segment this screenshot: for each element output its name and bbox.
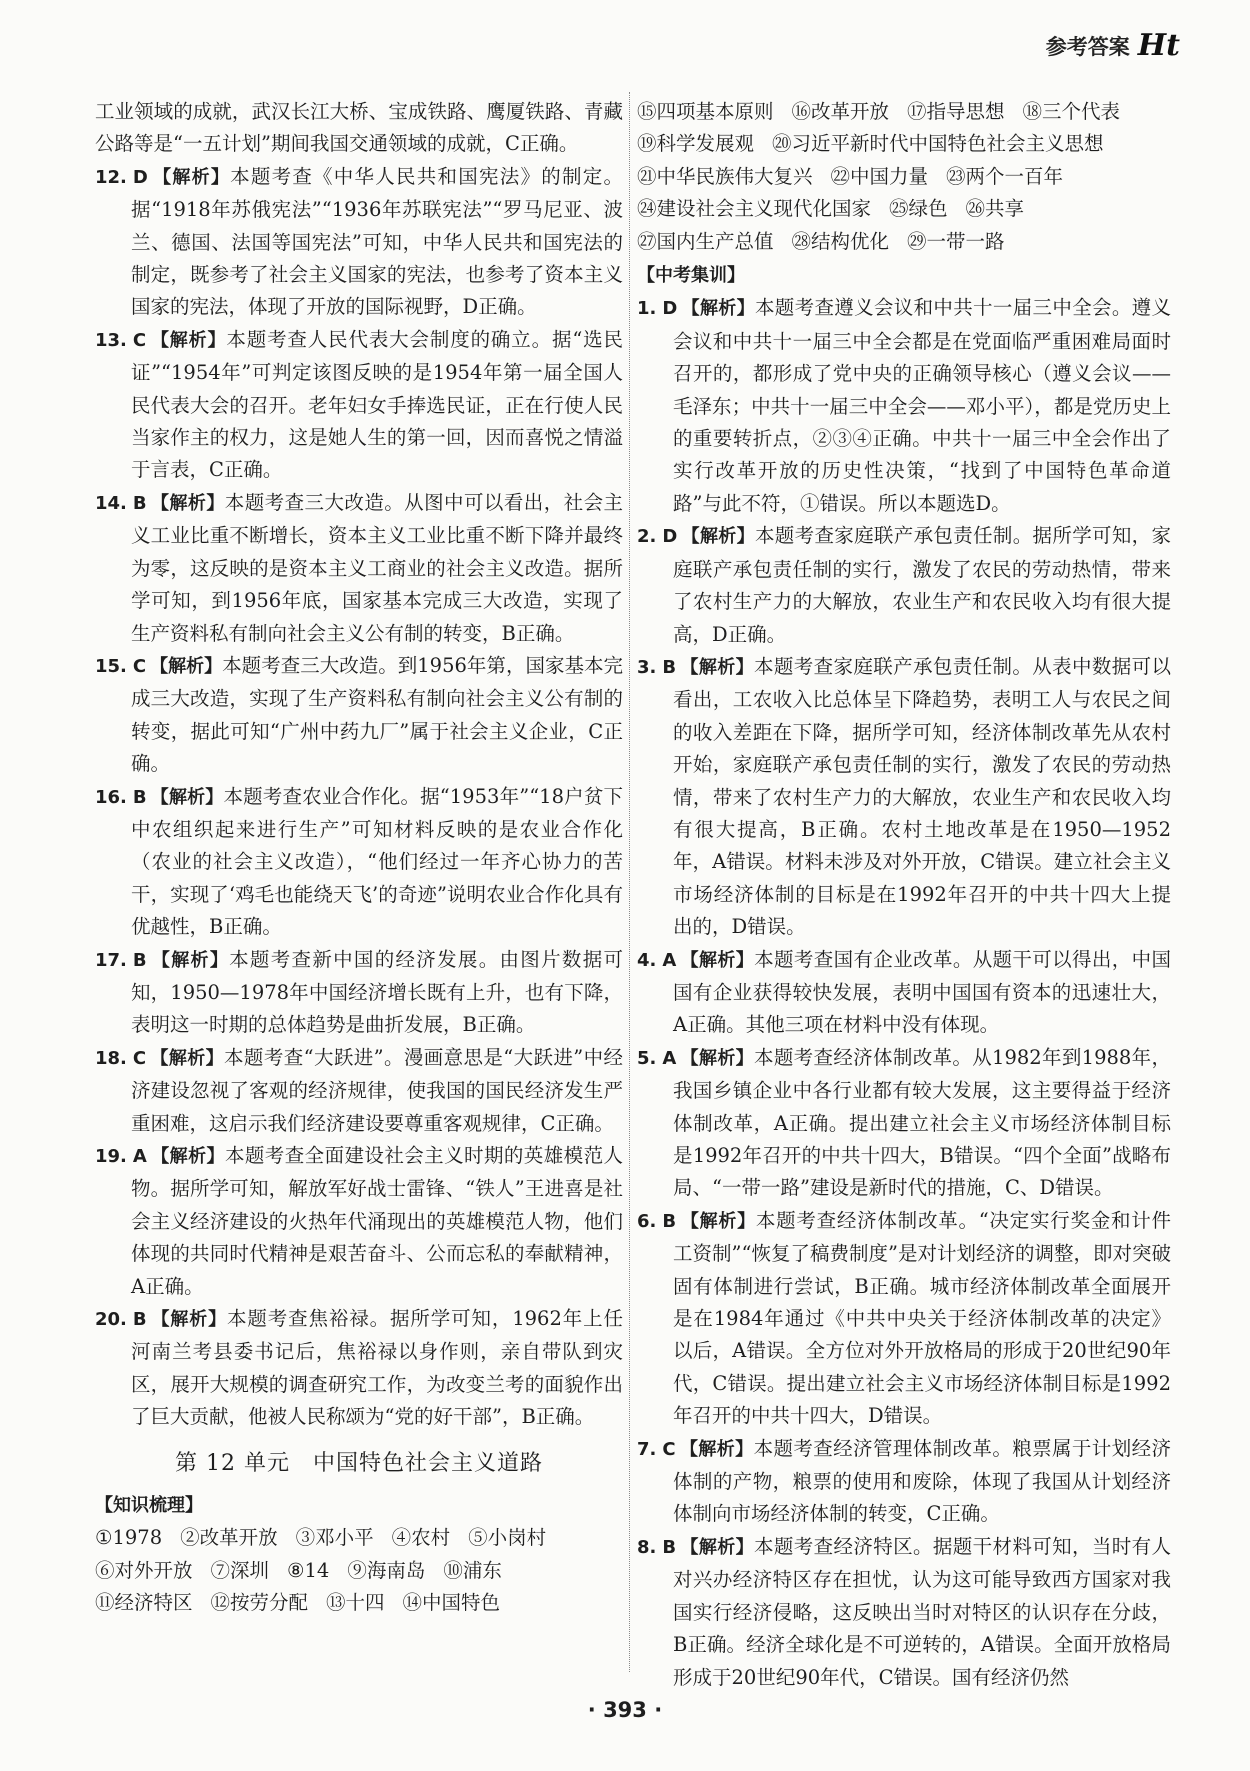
knowledge-item: ⑱三个代表: [1022, 100, 1121, 123]
answer-item: [95, 1303, 623, 1434]
analysis-tag: 【解析】: [150, 786, 224, 808]
knowledge-row: [637, 161, 1171, 193]
answer-key: C: [662, 1438, 676, 1460]
analysis-tag: 【解析】: [680, 1210, 756, 1232]
answer-key: C: [132, 1047, 147, 1069]
analysis-tag: 【解析】: [150, 492, 225, 514]
knowledge-item: ⑬十四: [326, 1591, 385, 1615]
analysis-text: 本题考查经济体制改革。“决定实行奖金和计件工资制”“恢复了稿费制度”是对计划经济的调整，即对突破固有体制进行尝试，B正确。城市经济体制改革全面展开是在1984年通过《中共中央关于经济体制改革的决定》以后，A错误。全方位对外开放格局的形成于20世纪90年代，C错误。提出建立社会主义市场经济体制目标是1992年召开的中共十四大，D错误。: [673, 1208, 1171, 1428]
answer-number: 20.: [95, 1309, 127, 1331]
knowledge-item: ⑯改革开放: [791, 100, 890, 123]
answer-item: [637, 1433, 1171, 1531]
analysis-text: 本题考查农业合作化。据“1953年”“18户贫下中农组织起来进行生产”可知材料反映的是农业合作化（农业的社会主义改造），“他们经过一年齐心协力的苦干，实现了‘鸡毛也能绕天飞’的奇迹”说明农业合作化具有优越性，B正确。: [131, 784, 623, 939]
knowledge-item: ㉘结构优化: [791, 229, 890, 253]
analysis-tag: 【解析】: [680, 1536, 754, 1558]
answer-item: [637, 651, 1171, 944]
answer-number: 14.: [95, 492, 127, 514]
column-divider: [629, 92, 630, 1672]
analysis-text: 本题考查经济管理体制改革。粮票属于计划经济体制的产物，粮票的使用和废除，体现了我国从计划经济体制向市场经济体制的转变，C正确。: [673, 1436, 1171, 1526]
analysis-text: 本题考查家庭联产承包责任制。据所学可知，家庭联产承包责任制的实行，激发了农民的劳动热情，带来了农村生产力的大解放，农业生产和农民收入均有很大提高，D正确。: [673, 524, 1171, 646]
analysis-tag: 【解析】: [150, 329, 227, 351]
analysis-tag: 【解析】: [150, 949, 230, 971]
answer-key: D: [132, 166, 148, 188]
answer-number: 2.: [637, 526, 657, 548]
answer-number: 16.: [95, 786, 127, 808]
answer-number: 15.: [95, 655, 127, 677]
answer-key: B: [132, 786, 147, 808]
analysis-text: 本题考查焦裕禄。据所学可知，1962年上任河南兰考县委书记后，焦裕禄以身作则，亲自带队到灾区，展开大规模的调查研究工作，为改变兰考的面貌作出了巨大贡献，他被人民称颂为“党的好干部”，B正确。: [131, 1307, 623, 1429]
knowledge-item: ㉓两个一百年: [946, 164, 1064, 188]
analysis-text: 本题考查家庭联产承包责任制。从表中数据可以看出，工农收入比总体呈下降趋势，表明工人与农民之间的收入差距在下降，据所学可知，经济体制改革先从农村开始，家庭联产承包责任制的实行，激发了农民的劳动热情，带来了农村生产力的大解放，农业生产和农民收入均有很大提高，B正确。农村土地改革是在1950—1952年，A错误。材料未涉及对外开放，C错误。建立社会主义市场经济体制的目标是在1992年召开的中共十四大上提出的，D错误。: [673, 654, 1171, 939]
answer-item: [95, 650, 623, 781]
answer-key: B: [132, 949, 147, 971]
answer-item: [637, 292, 1171, 520]
answer-item: [95, 781, 623, 944]
knowledge-item: ③邓小平: [295, 1526, 374, 1550]
page-number: · 393 ·: [587, 1698, 663, 1722]
answer-number: 8.: [637, 1536, 657, 1558]
answer-item: [637, 520, 1171, 651]
analysis-tag: 【解析】: [680, 949, 755, 971]
answer-key: B: [132, 492, 147, 514]
answer-number: 19.: [95, 1146, 127, 1167]
answer-number: 6.: [637, 1210, 657, 1232]
knowledge-row: [95, 1522, 623, 1554]
answer-number: 17.: [95, 949, 127, 971]
knowledge-item: ⑪经济特区: [95, 1591, 193, 1615]
answer-key: C: [132, 655, 147, 677]
left-answer-list: [95, 161, 623, 1434]
analysis-tag: 【解析】: [681, 298, 755, 320]
knowledge-row: [95, 1555, 623, 1587]
knowledge-row: [637, 128, 1171, 160]
analysis-text: 本题考查三大改造。从图中可以看出，社会主义工业比重不断增长，资本主义工业比重不断下降并最终为零，这反映的是资本主义工商业的社会主义改造。据所学可知，到1956年底，国家基本完成三大改造，实现了生产资料私有制向社会主义公有制的转变，B正确。: [131, 490, 623, 645]
page-header: [1046, 28, 1180, 63]
knowledge-row: [95, 1587, 623, 1619]
analysis-tag: 【解析】: [681, 526, 755, 548]
answer-number: 7.: [637, 1438, 657, 1460]
answer-item: [95, 944, 623, 1042]
analysis-text: 本题考查全面建设社会主义时期的英雄模范人物。据所学可知，解放军好战士雷锋、“铁人”王进喜是社会主义经济建设的火热年代涌现出的英雄模范人物，他们体现的共同时代精神是艰苦奋斗、公而忘私的奉献精神，A正确。: [131, 1144, 623, 1298]
knowledge-item: ⑳习近平新时代中国特色社会主义思想: [772, 132, 1104, 156]
analysis-text: 本题考查国有企业改革。从题干可以得出，中国国有企业获得较快发展，表明中国国有资本的迅速壮大，A正确。其他三项在材料中没有体现。: [673, 947, 1171, 1037]
answer-number: 12.: [95, 166, 127, 188]
answer-key: A: [132, 1146, 147, 1167]
knowledge-item: ②改革开放: [180, 1526, 278, 1550]
header-title: 参考答案: [1045, 34, 1130, 59]
knowledge-item: ⑨海南岛: [347, 1558, 426, 1582]
knowledge-row: [637, 193, 1171, 225]
exam-section-heading: 【中考集训】: [637, 265, 745, 287]
knowledge-item: ⑮四项基本原则: [637, 100, 774, 123]
answer-key: B: [662, 1536, 677, 1558]
answer-item: [637, 1205, 1171, 1433]
answer-key: B: [132, 1309, 147, 1331]
answer-key: A: [662, 1047, 677, 1069]
right-answer-list: [637, 292, 1171, 1693]
knowledge-item: ④农村: [391, 1526, 451, 1550]
answer-number: 1.: [637, 298, 657, 320]
knowledge-item: ㉒中国力量: [830, 164, 929, 188]
knowledge-item: ㉖共享: [965, 197, 1025, 221]
knowledge-row: [637, 226, 1171, 258]
knowledge-item: ⑦深圳: [210, 1558, 270, 1582]
knowledge-item: ⑥对外开放: [95, 1558, 193, 1582]
knowledge-item: ⑭中国特色: [402, 1591, 501, 1615]
knowledge-item: ㉑中华民族伟大复兴: [637, 164, 813, 188]
answer-item: [637, 944, 1171, 1042]
answer-item: [95, 161, 623, 324]
knowledge-item: ㉔建设社会主义现代化国家: [637, 197, 872, 221]
analysis-tag: 【解析】: [679, 1438, 754, 1460]
answer-key: B: [662, 1210, 677, 1232]
knowledge-item: ⑤小岗村: [468, 1526, 547, 1550]
answer-number: 13.: [95, 329, 127, 351]
knowledge-list-left: [95, 1522, 623, 1619]
answer-key: D: [662, 298, 678, 320]
analysis-text: 本题考查经济体制改革。从1982年到1988年，我国乡镇企业中各行业都有较大发展，这主要得益于经济体制改革，A正确。提出建立社会主义市场经济体制目标是1992年召开的中共十四大，B错误。“四个全面”战略布局、“一带一路”建设是新时代的措施，C、D错误。: [673, 1045, 1171, 1200]
left-column: [95, 96, 623, 1620]
analysis-tag: 【解析】: [150, 1047, 225, 1069]
analysis-text: 本题考查《中华人民共和国宪法》的制定。据“1918年苏俄宪法”“1936年苏联宪法”“罗马尼亚、波兰、德国、法国等国宪法”可知，中华人民共和国宪法的制定，既参考了社会主义国家的宪法，也参考了资本主义国家的宪法，体现了开放的国际视野，D正确。: [131, 164, 623, 319]
answer-item: [95, 324, 623, 487]
knowledge-item: ㉙一带一路: [907, 229, 1005, 253]
answer-number: 5.: [637, 1047, 657, 1069]
analysis-text: 本题考查“大跃进”。漫画意思是“大跃进”中经济建设忽视了客观的经济规律，使我国的国民经济发生严重困难，这启示我们经济建设要尊重客观规律，C正确。: [131, 1045, 624, 1135]
knowledge-list-right: [637, 96, 1171, 258]
answer-item: [637, 1042, 1171, 1205]
continued-answer-text: 工业领域的成就，武汉长江大桥、宝成铁路、鹰厦铁路、青藏公路等是“一五计划”期间我国交通领域的成就，C正确。: [95, 100, 623, 156]
analysis-tag: 【解析】: [680, 656, 754, 678]
analysis-text: 本题考查经济特区。据题干材料可知，当时有人对兴办经济特区存在担忧，认为这可能导致西方国家对我国实行经济侵略，这反映出当时对特区的认识存在分歧，B正确。经济全球化是不可逆转的，A错误。全面开放格局形成于20世纪90年代，C错误。国有经济仍然: [673, 1534, 1171, 1689]
answer-item: [95, 487, 623, 650]
knowledge-item: ⑲科学发展观: [637, 132, 755, 156]
right-column: [637, 96, 1171, 1694]
analysis-text: 本题考查遵义会议和中共十一届三中全会。遵义会议和中共十一届三中全会都是在党面临严重困难局面时召开的，都形成了党中央的正确领导核心（遵义会议——毛泽东；中共十一届三中全会——邓小平），都是党历史上的重要转折点，②③④正确。中共十一届三中全会作出了实行改革开放的历史性决策，“找到了中国特色革命道路”与此不符，①错误。所以本题选D。: [673, 296, 1171, 515]
answer-number: 18.: [95, 1047, 127, 1069]
analysis-tag: 【解析】: [150, 1146, 225, 1167]
answer-key: C: [132, 329, 147, 351]
brand-logo: Ht: [1137, 28, 1180, 63]
unit-title: 第 12 单元 中国特色社会主义道路: [175, 1450, 543, 1476]
analysis-tag: 【解析】: [151, 166, 231, 188]
knowledge-section-heading: 【知识梳理】: [95, 1495, 203, 1517]
analysis-text: 本题考查人民代表大会制度的确立。据“选民证”“1954年”可判定该图反映的是1954年第一届全国人民代表大会的召开。老年妇女手捧选民证，正在行使人民当家作主的权力，这是她人生的第一回，因而喜悦之情溢于言表，C正确。: [131, 327, 623, 482]
answer-item: [95, 1140, 623, 1303]
answer-item: [95, 1042, 623, 1140]
knowledge-item: ㉕绿色: [889, 197, 948, 221]
knowledge-item: ㉗国内生产总值: [637, 229, 774, 253]
analysis-tag: 【解析】: [150, 655, 223, 677]
knowledge-item: ⑫按劳分配: [210, 1591, 309, 1615]
analysis-tag: 【解析】: [150, 1309, 227, 1331]
knowledge-item: ⑰指导思想: [907, 100, 1005, 123]
answer-number: 4.: [637, 949, 657, 971]
knowledge-item: ⑧14: [287, 1558, 330, 1582]
knowledge-item: ⑩浦东: [443, 1558, 502, 1582]
answer-number: 3.: [637, 656, 657, 678]
answer-key: D: [662, 526, 678, 548]
answer-key: B: [662, 656, 677, 678]
analysis-tag: 【解析】: [680, 1047, 754, 1069]
knowledge-row: [637, 96, 1171, 128]
analysis-text: 本题考查新中国的经济发展。由图片数据可知，1950—1978年中国经济增长既有上升，也有下降，表明这一时期的总体趋势是曲折发展，B正确。: [131, 947, 623, 1037]
knowledge-item: ①1978: [95, 1526, 163, 1550]
analysis-text: 本题考查三大改造。到1956年第，国家基本完成三大改造，实现了生产资料私有制向社会主义公有制的转变，据此可知“广州中药九厂”属于社会主义企业，C正确。: [131, 653, 623, 776]
answer-key: A: [662, 949, 677, 971]
answer-item: [637, 1531, 1171, 1694]
